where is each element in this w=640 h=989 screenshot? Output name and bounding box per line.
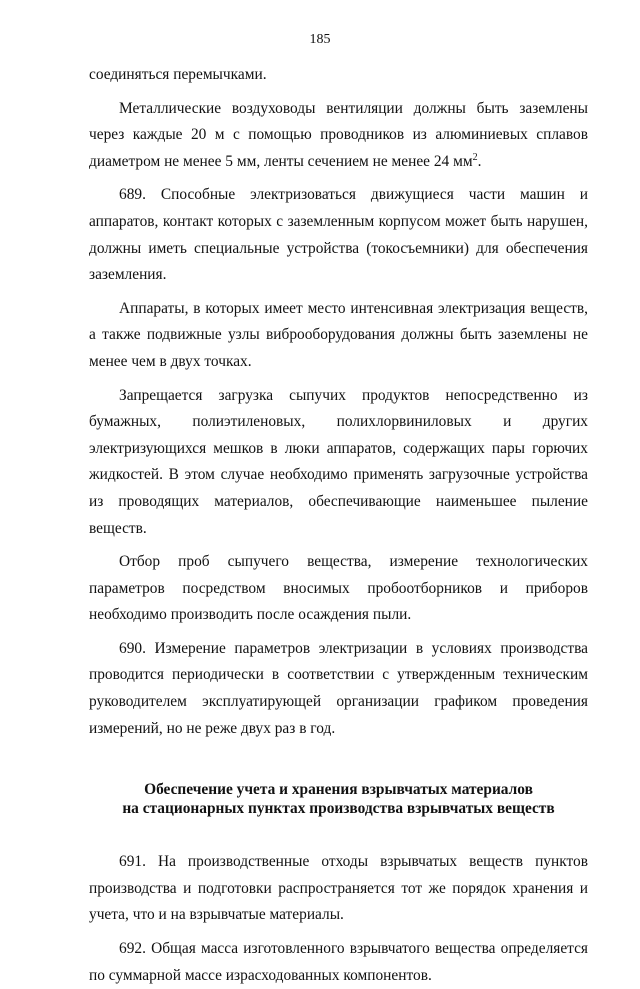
section-heading xyxy=(89,780,588,818)
document-body xyxy=(89,62,588,989)
page-number: 185 xyxy=(309,32,331,47)
paragraph-690: 690. Измерение параметров электризации в условиях производства проводится периодически в соответствии с утвержденным техническим руководителем эксплуатирующей организации графиком проведения измерений, но не реже двух раз в год. xyxy=(89,639,588,737)
superscript: 2 xyxy=(472,151,478,163)
heading-line-1: Обеспечение учета и хранения взрывчатых материалов xyxy=(144,781,533,799)
paragraph-689: 689. Способные электризоваться движущиеся части машин и аппаратов, контакт которых с заземленным корпусом может быть нарушен, должны иметь специальные устройства (токосъемники) для обеспечения заземления. xyxy=(89,186,588,284)
paragraph: соединяться перемычками. xyxy=(89,66,267,83)
paragraph-text: Металлические воздуховоды вентиляции должны быть заземлены через каждые 20 м с помощью проводников из алюминиевых сплавов диаметром не менее 5 мм, ленты сечением не менее 24 мм xyxy=(89,99,588,170)
heading-line-2: на стационарных пунктах производства взрывчатых веществ xyxy=(122,800,555,818)
paragraph-tail: . xyxy=(477,152,482,170)
paragraph: Запрещается загрузка сыпучих продуктов непосредственно из бумажных, полиэтиленовых, полихлорвиниловых и других электризующихся мешков в люки аппаратов, содержащих пары горючих жидкостей. В этом случае необходимо применять загрузочные устройства из проводящих материалов, обеспечивающие наименьшее пыление веществ. xyxy=(89,386,588,537)
paragraph-691: 691. На производственные отходы взрывчатых веществ пунктов производства и подготовки распространяется тот же порядок хранения и учета, что и на взрывчатые материалы. xyxy=(89,853,588,924)
paragraph xyxy=(89,96,588,176)
paragraph: Аппараты, в которых имеет место интенсивная электризация веществ, а также подвижные узлы виброоборудования должны быть заземлены не менее чем в двух точках. xyxy=(89,299,588,370)
paragraph-692: 692. Общая масса изготовленного взрывчатого вещества определяется по суммарной массе израсходованных компонентов. xyxy=(89,940,588,984)
paragraph: Отбор проб сыпучего вещества, измерение технологических параметров посредством вносимых пробоотборников и приборов необходимо производить после осаждения пыли. xyxy=(89,553,588,624)
